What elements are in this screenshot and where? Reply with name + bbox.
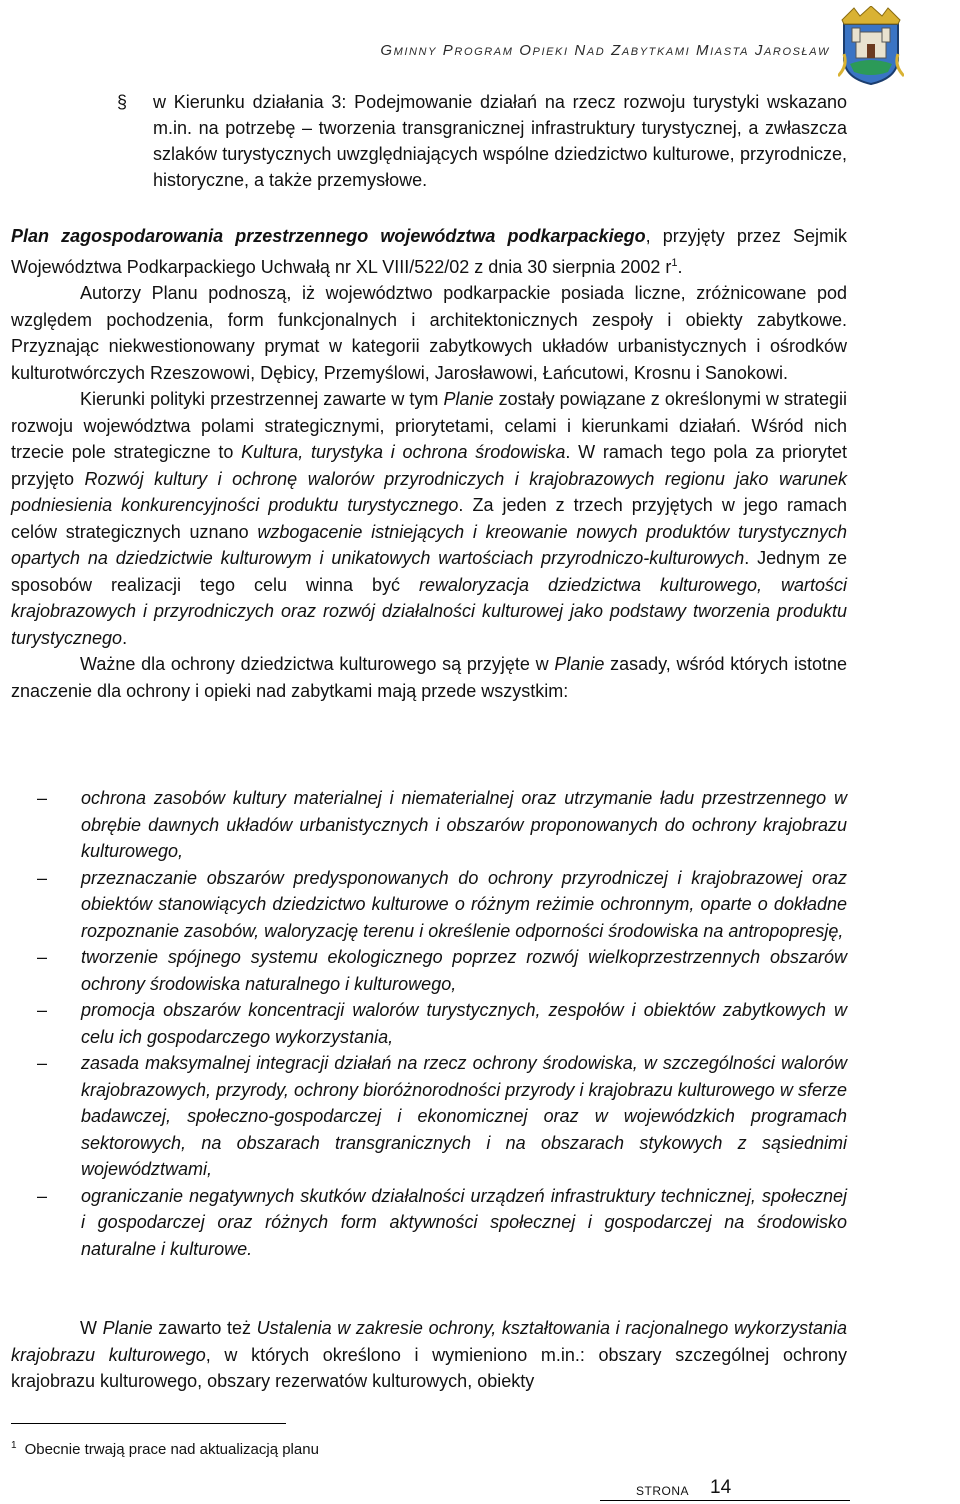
text-run: zostały powiązane z określonymi w strategii rozwoju województwa polami strategicznymi, priorytetami, celami i kierunkami działań. Wśród nich trzecie pole strategiczne to [11, 389, 847, 462]
footnote-ref: 1 [671, 256, 678, 269]
list-item-text: zasada maksymalnej integracji działań na rzecz ochrony środowiska, w szczególności walorów krajobrazowych, przyrody, ochrony bioróżnorodności przyrody i krajobrazu kulturowego w sferze badawczej, społeczno-gospodarczej i ekonomicznej oraz w wojewódzkich programach sektorowych, na obszarach transgranicznych i na obszarach stykowych z sąsiednimi województwami, [81, 1053, 847, 1179]
text-run: , w których określono i wymieniono m.in.: obszary szczególnej ochrony krajobrazu kulturowego, obszary rezerwatów kulturowych, obiekty [11, 1344, 847, 1391]
footer-rule [600, 1500, 850, 1501]
bullet-mark: § [117, 92, 128, 112]
list-item-text: ochrona zasobów kultury materialnej i niematerialnej oraz utrzymanie ładu przestrzennego w obrębie dawnych układów urbanistycznych i obszarów proponowanych do ochrony krajobrazu kulturowego, [81, 788, 847, 861]
list-item [11, 1183, 847, 1263]
text-run: . W ramach tego pola za priorytet przyjęto [11, 442, 847, 489]
paragraph-ustalenia [11, 1315, 847, 1395]
text-run: W [80, 1318, 103, 1338]
footnote [11, 1440, 319, 1458]
bullet-paragraph [117, 89, 847, 193]
list-item [11, 785, 847, 865]
paragraph-authors: Autorzy Planu podnoszą, iż województwo podkarpackie posiada liczne, zróżnicowane pod względem pochodzenia, form funkcjonalnych i architektonicznych zespoły i obiekty zabytkowe. Przyznając niekwestionowany prymat w kategorii zabytkowych układów urbanistycznych i ośrodków kulturotwórczych Rzeszowowi, Dębicy, Przemyślowi, Jarosławowi, Łańcutowi, Krosnu i Sanokowi. [11, 283, 847, 383]
main-text [11, 223, 847, 704]
paragraph-principles [11, 651, 847, 704]
text-run: Ważne dla ochrony dziedzictwa kulturowego są przyjęte w [80, 654, 555, 674]
paragraph-plan [11, 223, 847, 280]
footnote-separator [11, 1423, 286, 1424]
text-run: . Jednym ze sposobów realizacji tego celu winna być [11, 548, 847, 595]
plan-end: . [677, 256, 683, 277]
text-run: . [122, 627, 128, 648]
dash-mark: – [37, 788, 48, 808]
list-item-text: promocja obszarów koncentracji walorów turystycznych, zespołów i obiektów zabytkowych w celu ich gospodarczego wykorzystania, [81, 1000, 847, 1047]
text-run-italic: rewaloryzacja dziedzictwa kulturowego, wartości krajobrazowych i przyrodniczych oraz rozwój działalności kulturowej jako podstawy tworzenia produktu turystycznego [11, 574, 847, 648]
footnote-text: Obecnie trwają prace nad aktualizacją planu [24, 1441, 319, 1458]
dash-mark: – [37, 1000, 48, 1020]
footnote-number: 1 [11, 1440, 17, 1451]
list-item-text: tworzenie spójnego systemu ekologicznego poprzez rozwój wielkoprzestrzennych obszarów ochrony środowiska naturalnego i kulturowego, [81, 947, 847, 994]
text-run-italic: Rozwój kultury i ochronę walorów przyrodniczych i krajobrazowych regionu jako warunek podniesienia konkurencyjności produktu turystycznego [11, 468, 847, 515]
page-number: 14 [710, 1477, 732, 1498]
list-item [11, 944, 847, 997]
running-header [270, 42, 830, 59]
list-item-text: ograniczanie negatywnych skutków działalności urządzeń infrastruktury technicznej, społecznej i gospodarczej oraz różnych form aktywności społecznej i gospodarczej na środowisko naturalne i kulturowe. [81, 1185, 847, 1259]
text-run-italic: wzbogacenie istniejących i kreowanie nowych produktów turystycznych opartych na dziedzictwie kulturowym i unikatowych wartościach przyrodniczo-kulturowych [11, 521, 847, 568]
text-run-italic: Planie [443, 389, 494, 409]
text-run-italic: Planie [102, 1318, 153, 1338]
page-label: STRONA [636, 1484, 690, 1498]
text-run-italic: Planie [554, 654, 605, 674]
closing-paragraph [11, 1315, 847, 1395]
paragraph-directions [11, 386, 847, 651]
list-item [11, 1050, 847, 1183]
dash-mark: – [37, 1053, 48, 1073]
dash-mark: – [37, 1185, 48, 1206]
text-run: . Za jeden z trzech przyjętych w jego ramach celów strategicznych uznano [11, 495, 847, 542]
dash-mark: – [37, 947, 48, 967]
plan-description: , przyjęty przez Sejmik Województwa Podkarpackiego Uchwałą nr XL VIII/522/02 z dnia 30 sierpnia 2002 r [11, 226, 847, 277]
list-item-text: przeznaczanie obszarów predysponowanych do ochrony przyrodniczej i krajobrazowej oraz obiektów stanowiących dziedzictwo kulturowe o różnym reżimie ochronnym, oparte o dokładne rozpoznanie zasobów, waloryzację terenu i określenie odporności środowiska na antropopresję, [81, 867, 847, 941]
header-title: Gminny Program Opieki Nad Zabytkami Miasta Jarosław [380, 42, 830, 59]
text-run-italic: Ustalenia w zakresie ochrony, kształtowania i racjonalnego wykorzystania krajobrazu kulturowego [11, 1318, 847, 1365]
dash-mark: – [37, 867, 48, 888]
text-run: zasady, wśród których istotne znaczenie dla ochrony i opieki nad zabytkami mają przede wszystkim: [11, 654, 847, 701]
principles-list [11, 785, 847, 1262]
text-run: zawarto też [152, 1318, 257, 1338]
bullet-text: w Kierunku działania 3: Podejmowanie działań na rzecz rozwoju turystyki wskazano m.in. na potrzebę – tworzenia transgranicznej infrastruktury turystycznej, a zwłaszcza szlaków turystycznych uwzględniających wspólne dziedzictwo kulturowe, przyrodnicze, historyczne, a także przemysłowe. [153, 92, 847, 190]
text-run-italic: Kultura, turystyka i ochrona środowiska [241, 442, 566, 462]
text-run: Kierunki polityki przestrzennej zawarte w tym [80, 389, 444, 409]
coat-of-arms-icon [838, 6, 904, 86]
plan-title: Plan zagospodarowania przestrzennego województwa podkarpackiego [11, 226, 646, 246]
list-item [11, 865, 847, 945]
list-item [11, 997, 847, 1050]
